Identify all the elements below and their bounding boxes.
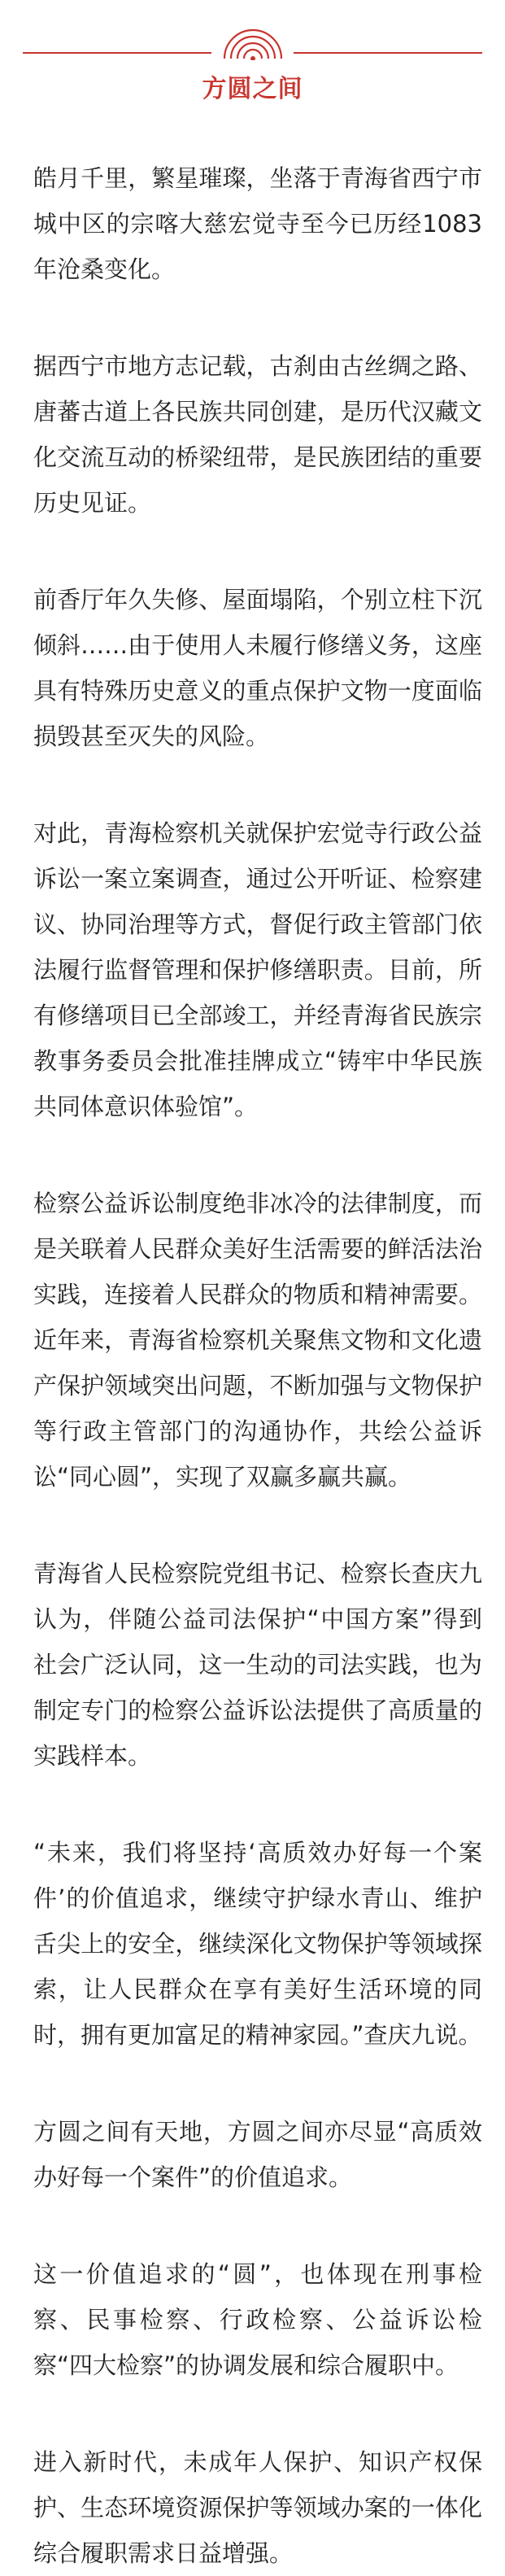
article-paragraph: 皓月千里，繁星璀璨，坐落于青海省西宁市城中区的宗喀大慈宏觉寺至今已历经1083年沧桑变化。 — [33, 164, 482, 283]
article-paragraph: “未来，我们将坚持‘高质效办好每一个案件’的价值追求，继续守护绿水青山、维护舌尖上的安全，继续深化文物保护等领域探索，让人民群众在享有美好生活环境的同时，拥有更加富足的精神家园。”查庆九说。 — [33, 1839, 482, 2049]
article-paragraph: 青海省人民检察院党组书记、检察长查庆九认为，伴随公益司法保护“中国方案”得到社会广泛认同，这一生动的司法实践，也为制定专门的检察公益诉讼法提供了高质量的实践样本。 — [33, 1560, 482, 1770]
section-header — [0, 0, 505, 122]
article-body — [0, 155, 505, 2576]
header-divider-right — [294, 52, 482, 54]
article-paragraph: 检察公益诉讼制度绝非冰冷的法律制度，而是关联着人民群众美好生活需要的鲜活法治实践，连接着人民群众的物质和精神需要。近年来，青海省检察机关聚焦文物和文化遗产保护领域突出问题，不断加强与文物保护等行政主管部门的沟通协作，共绘公益诉讼“同心圆”，实现了双赢多赢共赢。 — [33, 1190, 482, 1491]
article-paragraph: 方圆之间有天地，方圆之间亦尽显“高质效办好每一个案件”的价值追求。 — [33, 2118, 482, 2191]
wave-cloud-icon — [218, 24, 288, 60]
article-paragraph: 前香厅年久失修、屋面塌陷，个别立柱下沉倾斜……由于使用人未履行修缮义务，这座具有特殊历史意义的重点保护文物一度面临损毁甚至灭失的风险。 — [33, 586, 482, 750]
header-divider-left — [23, 52, 211, 54]
section-title: 方圆之间 — [202, 75, 303, 103]
article-paragraph: 对此，青海检察机关就保护宏觉寺行政公益诉讼一案立案调查，通过公开听证、检察建议、协同治理等方式，督促行政主管部门依法履行监督管理和保护修缮职责。目前，所有修缮项目已全部竣工，并经青海省民族宗教事务委员会批准挂牌成立“铸牢中华民族共同体意识体验馆”。 — [33, 819, 482, 1120]
article-paragraph: 据西宁市地方志记载，古刹由古丝绸之路、唐蕃古道上各民族共同创建，是历代汉藏文化交流互动的桥梁纽带，是民族团结的重要历史见证。 — [33, 352, 482, 517]
article-paragraph: 进入新时代，未成年人保护、知识产权保护、生态环境资源保护等领域办案的一体化综合履职需求日益增强。 — [33, 2448, 482, 2567]
article-paragraph: 这一价值追求的“圆”，也体现在刑事检察、民事检察、行政检察、公益诉讼检察“四大检察”的协调发展和综合履职中。 — [33, 2260, 482, 2379]
